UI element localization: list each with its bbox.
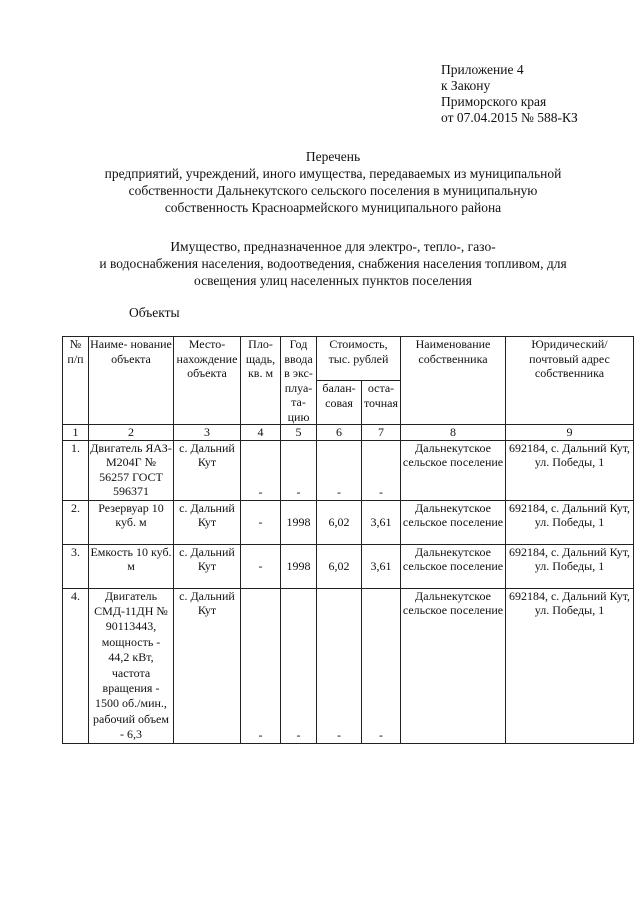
- header-year: Год ввода в экс- плуа- та- цию: [281, 337, 317, 425]
- column-number: 3: [174, 425, 241, 441]
- column-number-row: [63, 425, 634, 441]
- row-year: 1998: [281, 544, 317, 588]
- subtitle-line-3: освещения улиц населенных пунктов поселения: [194, 273, 472, 288]
- row-name: Двигатель ЯАЗ-М204Г № 56257 ГОСТ 596371: [90, 440, 172, 498]
- row-area: -: [241, 588, 281, 743]
- row-address: 692184, с. Дальний Кут, ул. Победы, 1: [506, 544, 634, 588]
- column-number: 9: [506, 425, 634, 441]
- row-name: Резервуар 10 куб. м: [89, 500, 174, 544]
- row-name: Двигатель СМД-11ДН № 90113443, мощность - 44,2 кВт, частота вращения - 1500 об./мин., рабочий объем - 6,3: [89, 588, 174, 743]
- column-number: 1: [63, 425, 89, 441]
- appendix-line-3: Приморского края: [441, 94, 547, 109]
- table-row: [63, 440, 634, 500]
- appendix-line-2: к Закону: [441, 78, 491, 93]
- row-location: с. Дальний Кут: [174, 440, 241, 500]
- header-location: Место- нахождение объекта: [174, 337, 241, 425]
- row-area: -: [241, 440, 281, 500]
- row-address: 692184, с. Дальний Кут, ул. Победы, 1: [506, 500, 634, 544]
- appendix-line-1: Приложение 4: [441, 62, 524, 77]
- header-num: № п/п: [63, 337, 89, 425]
- subtitle-line-1: Имущество, предназначенное для электро-, тепло-, газо-: [170, 239, 496, 254]
- table-row: [63, 588, 634, 743]
- row-num: 4.: [63, 588, 89, 743]
- column-number: 8: [401, 425, 506, 441]
- row-num: 3.: [63, 544, 89, 588]
- row-num: 1.: [63, 440, 89, 500]
- row-residual: 3,61: [362, 500, 401, 544]
- row-year: 1998: [281, 500, 317, 544]
- column-number: 2: [89, 425, 174, 441]
- table-row: [63, 544, 634, 588]
- header-cost-group: Стоимость, тыс. рублей: [317, 337, 401, 381]
- row-owner: Дальнекутское сельское поселение: [401, 440, 506, 500]
- row-balance: 6,02: [317, 500, 362, 544]
- column-number: 6: [317, 425, 362, 441]
- row-residual: -: [362, 440, 401, 500]
- row-year: -: [281, 440, 317, 500]
- row-address: 692184, с. Дальний Кут, ул. Победы, 1: [506, 588, 634, 743]
- row-location: с. Дальний Кут: [174, 588, 241, 743]
- row-year: -: [281, 588, 317, 743]
- row-residual: -: [362, 588, 401, 743]
- header-address: Юридический/ почтовый адрес собственника: [506, 337, 634, 425]
- header-name: Наиме- нование объекта: [89, 337, 174, 425]
- row-balance: -: [317, 440, 362, 500]
- row-location: с. Дальний Кут: [174, 544, 241, 588]
- subtitle-line-2: и водоснабжения населения, водоотведения, снабжения населения топливом, для: [99, 256, 567, 271]
- column-number: 4: [241, 425, 281, 441]
- row-num: 2.: [63, 500, 89, 544]
- appendix-line-4: от 07.04.2015 № 588-КЗ: [441, 110, 578, 125]
- header-balance: балан- совая: [317, 381, 362, 425]
- title-line-1: предприятий, учреждений, иного имущества, передаваемых из муниципальной: [104, 166, 562, 181]
- appendix-block: [441, 62, 578, 126]
- document-subtitle: [60, 238, 606, 289]
- row-balance: -: [317, 588, 362, 743]
- title-heading: Перечень: [305, 149, 361, 164]
- row-balance: 6,02: [317, 544, 362, 588]
- column-number: 7: [362, 425, 401, 441]
- row-owner: Дальнекутское сельское поселение: [401, 544, 506, 588]
- objects-table: [62, 336, 634, 744]
- document-title: [60, 148, 606, 216]
- row-area: -: [241, 500, 281, 544]
- row-name: Емкость 10 куб. м: [89, 544, 174, 588]
- header-area: Пло- щадь, кв. м: [241, 337, 281, 425]
- header-row: [63, 337, 634, 381]
- title-line-2: собственности Дальнекутского сельского поселения в муниципальную: [128, 183, 538, 198]
- row-owner: Дальнекутское сельское поселение: [401, 588, 506, 743]
- row-address: 692184, с. Дальний Кут, ул. Победы, 1: [506, 440, 634, 500]
- header-residual: оста- точная: [362, 381, 401, 425]
- section-label: Объекты: [129, 305, 180, 320]
- row-owner: Дальнекутское сельское поселение: [401, 500, 506, 544]
- row-area: -: [241, 544, 281, 588]
- header-owner: Наименование собственника: [401, 337, 506, 425]
- row-location: с. Дальний Кут: [174, 500, 241, 544]
- title-line-3: собственность Красноармейского муниципального района: [164, 200, 502, 215]
- column-number: 5: [281, 425, 317, 441]
- row-residual: 3,61: [362, 544, 401, 588]
- table-row: [63, 500, 634, 544]
